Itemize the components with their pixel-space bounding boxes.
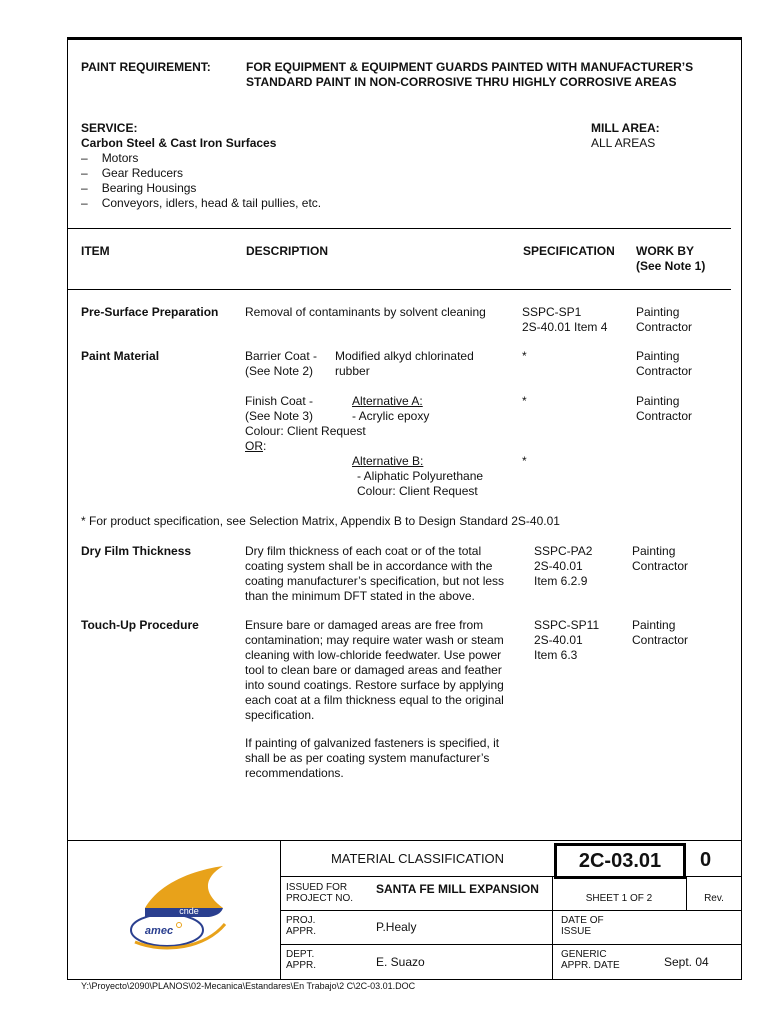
service-subtitle: Carbon Steel & Cast Iron Surfaces xyxy=(81,136,277,150)
alternative-a xyxy=(352,394,429,424)
alternative-b-title: Alternative B: xyxy=(352,454,424,468)
alternative-b xyxy=(352,454,423,469)
project-name: SANTA FE MILL EXPANSION xyxy=(376,882,539,896)
header-bottom-rule xyxy=(67,289,731,290)
item-touch-up: Touch-Up Procedure xyxy=(81,618,199,632)
barrier-spec: * xyxy=(522,349,527,363)
alternative-b-desc: - Aliphatic Polyurethane Colour: Client Request xyxy=(357,469,484,498)
footnote: * For product specification, see Selection Matrix, Appendix B to Design Standard 2S-40.01 xyxy=(81,514,560,528)
sheet-label: SHEET 1 OF 2 xyxy=(585,893,653,904)
col-work-by xyxy=(636,244,705,274)
desc-dry-film-thickness: Dry film thickness of each coat or of the total coating system shall be in accordance with the coating manufacturer’s specification, but not less than the minimum DFT stated in the above. xyxy=(245,544,505,603)
spec-dry-film-thickness: SSPC-PA2 2S-40.01 Item 6.2.9 xyxy=(534,544,593,588)
item-dry-film-thickness: Dry Film Thickness xyxy=(81,544,192,558)
mill-area-value: ALL AREAS xyxy=(591,136,656,150)
svg-text:amec: amec xyxy=(144,925,174,937)
svg-text:cnde: cnde xyxy=(179,906,199,916)
service-item: – Bearing Housings xyxy=(81,181,197,195)
mill-area-label: MILL AREA: xyxy=(591,121,660,135)
title-block-rule-2 xyxy=(280,910,742,911)
dept-appr-value: E. Suazo xyxy=(376,955,425,969)
rev-value: 0 xyxy=(700,849,712,871)
company-logo xyxy=(125,862,235,954)
finish-coat-label: Finish Coat - (See Note 3) Colour: Client Request OR: xyxy=(245,394,366,453)
service-label: SERVICE: xyxy=(81,121,138,135)
paint-requirement-title xyxy=(246,60,693,90)
barrier-coat-desc: Modified alkyd chlorinated rubber xyxy=(335,349,474,378)
or-label: OR: xyxy=(245,439,267,453)
col-work-by-note: (See Note 1) xyxy=(636,259,706,273)
file-path: Y:\Proyecto\2090\PLANOS\02-Mecanica\Estandares\En Trabajo\2 C\2C-03.01.DOC xyxy=(81,981,416,991)
spec-pre-surface: SSPC-SP1 2S-40.01 Item 4 xyxy=(522,305,608,334)
service-item: – Motors xyxy=(81,151,139,165)
finish-work: Painting Contractor xyxy=(636,394,693,423)
date-of-issue-label: DATE OF ISSUE xyxy=(561,915,604,937)
alternative-a-title: Alternative A: xyxy=(352,394,423,408)
rev-label: Rev. xyxy=(704,893,724,904)
generic-appr-date-value: Sept. 04 xyxy=(664,955,709,969)
col-work-by-label: WORK BY xyxy=(636,244,694,258)
title-block-col-divider xyxy=(552,876,553,980)
work-touch-up: Painting Contractor xyxy=(632,618,689,647)
title-block-top-rule xyxy=(67,840,742,841)
finish-spec: * xyxy=(522,394,527,408)
barrier-coat-label: Barrier Coat - (See Note 2) xyxy=(245,349,318,378)
title-line-1: FOR EQUIPMENT & EQUIPMENT GUARDS PAINTED WITH MANUFACTURER’S xyxy=(246,60,694,74)
work-pre-surface: Painting Contractor xyxy=(636,305,693,334)
paint-requirement-label: PAINT REQUIREMENT: xyxy=(81,60,211,74)
amec-logo xyxy=(131,914,225,948)
title-line-2: STANDARD PAINT IN NON-CORROSIVE THRU HIGHLY CORROSIVE AREAS xyxy=(246,75,677,89)
title-block-rule-3 xyxy=(280,944,742,945)
spec-touch-up: SSPC-SP11 2S-40.01 Item 6.3 xyxy=(534,618,600,662)
header-top-rule xyxy=(67,228,731,229)
dept-appr-label: DEPT. APPR. xyxy=(286,949,317,971)
proj-appr-value: P.Healy xyxy=(376,920,417,934)
work-dry-film-thickness: Painting Contractor xyxy=(632,544,689,573)
item-pre-surface: Pre-Surface Preparation xyxy=(81,305,219,319)
material-classification: MATERIAL CLASSIFICATION xyxy=(330,851,505,866)
desc-touch-up-galvanized: If painting of galvanized fasteners is specified, it shall be as per coating system manufacturer’s recommendations. xyxy=(245,736,500,780)
mill-area xyxy=(591,121,660,151)
col-item: ITEM xyxy=(81,244,110,258)
alternative-a-desc: - Acrylic epoxy xyxy=(352,409,430,423)
generic-appr-date-label: GENERIC APPR. DATE xyxy=(561,949,620,971)
alt-b-spec: * xyxy=(522,454,527,468)
service-item: – Gear Reducers xyxy=(81,166,184,180)
doc-number: 2C-03.01 xyxy=(554,843,686,879)
item-paint-material: Paint Material xyxy=(81,349,160,363)
issued-for-label: ISSUED FOR PROJECT NO. xyxy=(286,882,354,904)
col-description: DESCRIPTION xyxy=(246,244,329,258)
col-specification: SPECIFICATION xyxy=(523,244,615,258)
cnde-logo xyxy=(145,866,223,917)
barrier-work: Painting Contractor xyxy=(636,349,693,378)
service-item: – Conveyors, idlers, head & tail pullies, etc. xyxy=(81,196,322,210)
service-section xyxy=(81,121,321,211)
proj-appr-label: PROJ. APPR. xyxy=(286,915,317,937)
desc-touch-up: Ensure bare or damaged areas are free from contamination; may require water wash or steam cleaning with low-chloride feedwater. Use power tool to clean bare or damaged areas and feather into sound coatings. Restore surface by applying each coat at a film thickness equal to the original specification. xyxy=(245,618,504,722)
desc-pre-surface: Removal of contaminants by solvent cleaning xyxy=(245,305,486,319)
